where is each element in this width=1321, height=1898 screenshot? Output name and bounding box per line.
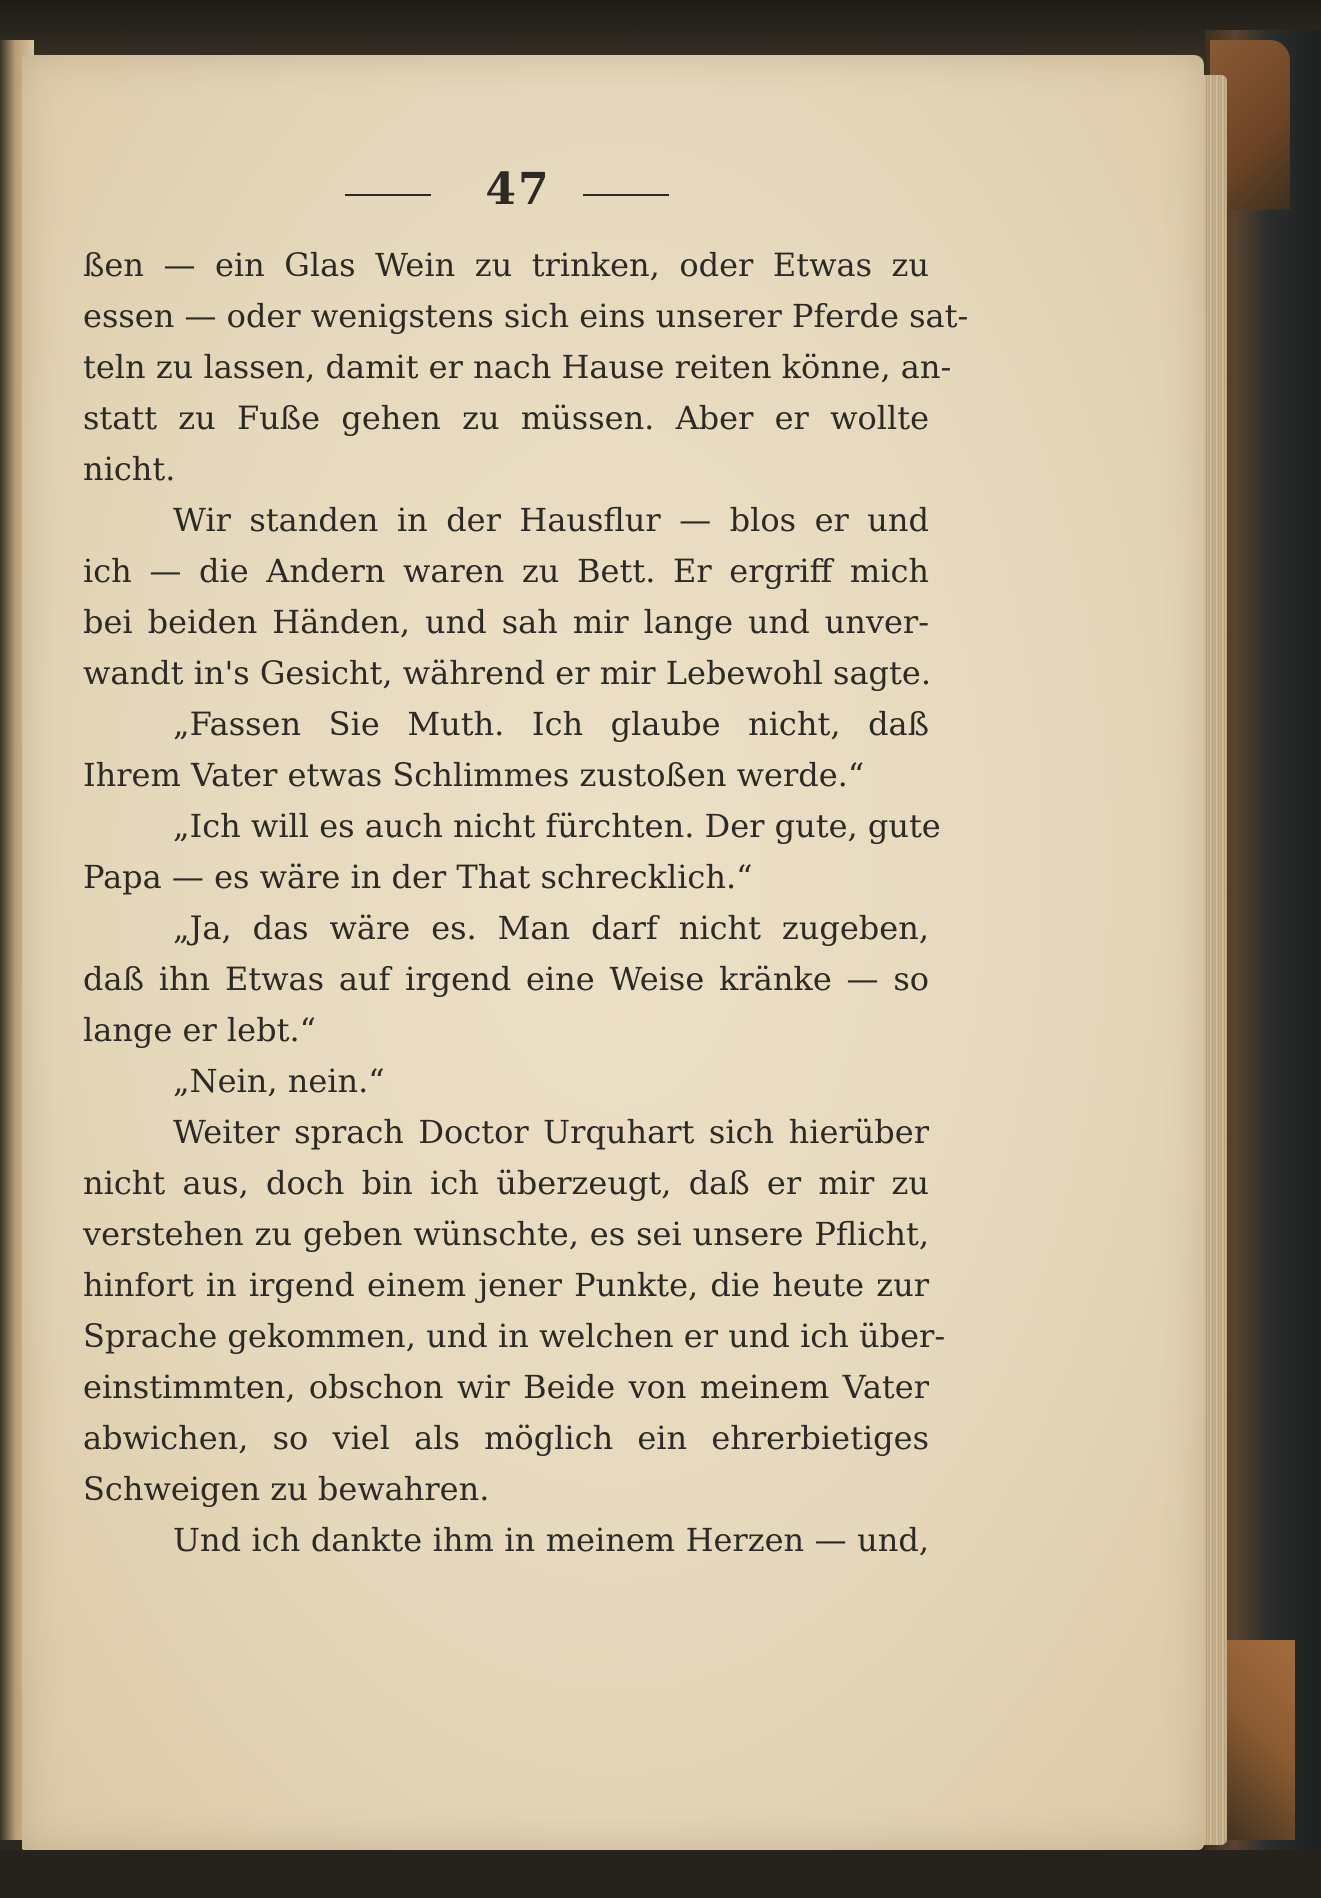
text-line: Weiter sprach Doctor Urquhart sich hierüber [173, 1113, 929, 1151]
text-line: ich — die Andern waren zu Bett. Er ergriff mich [83, 552, 929, 590]
header-rule-left [345, 194, 431, 196]
text-line: „Fassen Sie Muth. Ich glaube nicht, daß [173, 705, 929, 743]
text-line: teln zu lassen, damit er nach Hause reiten könne, an- [83, 348, 952, 386]
cover-corner-bottom [1215, 1640, 1295, 1840]
text-line: Schweigen zu bewahren. [83, 1470, 490, 1508]
text-line: ßen — ein Glas Wein zu trinken, oder Etwas zu [83, 246, 929, 284]
text-line: „Nein, nein.“ [173, 1062, 385, 1100]
scan-background-bottom [0, 1850, 1321, 1898]
page-header [83, 150, 929, 240]
text-line: hinfort in irgend einem jener Punkte, die heute zur [83, 1266, 929, 1304]
text-line: Wir standen in der Hausflur — blos er und [173, 501, 929, 539]
text-line: daß ihn Etwas auf irgend eine Weise kränke — so [83, 960, 929, 998]
text-line: lange er lebt.“ [83, 1011, 316, 1049]
text-line: wandt in's Gesicht, während er mir Lebewohl sagte. [83, 654, 931, 692]
text-line: Sprache gekommen, und in welchen er und ich über- [83, 1317, 946, 1355]
text-line: essen — oder wenigstens sich eins unserer Pferde sat- [83, 297, 969, 335]
text-line: Und ich dankte ihm in meinem Herzen — und, [173, 1521, 929, 1559]
scan-background-top [0, 0, 1321, 60]
text-line: „Ja, das wäre es. Man darf nicht zugeben, [173, 909, 929, 947]
page-number: 47 [485, 164, 551, 215]
text-line: statt zu Fuße gehen zu müssen. Aber er wollte [83, 399, 929, 437]
text-line: nicht. [83, 450, 176, 488]
page-text [83, 150, 969, 1566]
text-line: verstehen zu geben wünschte, es sei unsere Pflicht, [83, 1215, 929, 1253]
text-line: abwichen, so viel als möglich ein ehrerbietiges [83, 1419, 929, 1457]
text-line: Ihrem Vater etwas Schlimmes zustoßen werde.“ [83, 756, 865, 794]
header-rule-right [583, 194, 669, 196]
text-line: einstimmten, obschon wir Beide von meinem Vater [83, 1368, 929, 1406]
text-line: Papa — es wäre in der That schrecklich.“ [83, 858, 753, 896]
text-line: bei beiden Händen, und sah mir lange und unver- [83, 603, 929, 641]
text-line: nicht aus, doch bin ich überzeugt, daß er mir zu [83, 1164, 929, 1202]
text-line: „Ich will es auch nicht fürchten. Der gute, gute [173, 807, 941, 845]
